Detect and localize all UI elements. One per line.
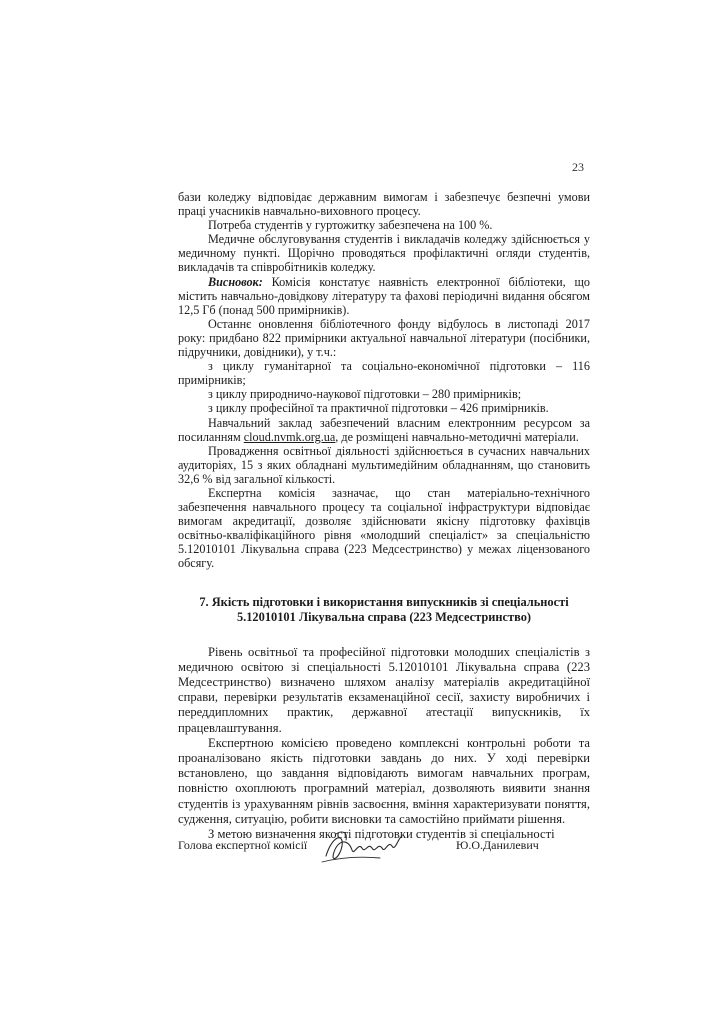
resource-text-after: , де розміщені навчально-методичні матеріали. bbox=[335, 429, 579, 444]
paragraph-electronic-resource bbox=[178, 416, 590, 444]
section-7-paragraph-2: Експертною комісією проведено комплексні контрольні роботи та проаналізовано якість підготовки завдань до них. У ході перевірки встановлено, що завдання відповідають вимогам навчальних програм, повністю охоплюють програмний матеріал, дозволяють виявити знання студентів із урахуванням рівнів засвоєння, вміння характеризувати поняття, судження, ситуацію, робити висновки та самостійно приймати рішення. bbox=[178, 735, 590, 826]
paragraph-facilities-continuation: бази коледжу відповідає державним вимогам і забезпечує безпечні умови праці учасників навчально-виховного процесу. bbox=[178, 190, 590, 219]
section-7-paragraph-1: Рівень освітньої та професійної підготовки молодших спеціалістів з медичною освітою зі спеціальності 5.12010101 Лікувальна справа (223 Медсестринство) визначено шляхом аналізу матеріалів акредитаційної справи, перевірки результатів екзаменаційної сесії, захисту виробничих і переддипломних практик, державної атестації випускників, їх працевлаштування. bbox=[178, 644, 590, 735]
resource-link[interactable]: cloud.nvmk.org.ua bbox=[243, 429, 336, 444]
signature-block bbox=[178, 832, 590, 876]
section-7-body bbox=[178, 645, 590, 843]
paragraph-conclusion bbox=[178, 275, 590, 317]
document-body bbox=[178, 190, 590, 842]
paragraph-dormitory: Потреба студентів у гуртожитку забезпечена на 100 %. bbox=[208, 218, 493, 233]
section-7-heading-line-2: 5.12010101 Лікувальна справа (223 Медсестринство) bbox=[236, 609, 532, 624]
paragraph-library-update: Останнє оновлення бібліотечного фонду відбулось в листопаді 2017 року: придбано 822 примірники актуальної навчальної літератури (посібники, підручники, довідники), у т.ч.: bbox=[178, 316, 590, 360]
list-item-natural-sciences: з циклу природничо-наукової підготовки – 280 примірників; bbox=[208, 387, 522, 402]
list-item-professional: з циклу професійної та практичної підготовки – 426 примірників. bbox=[208, 401, 549, 416]
page-number: 23 bbox=[572, 160, 584, 174]
signer-name: Ю.О.Данилевич bbox=[456, 838, 539, 852]
section-7-paragraph-3: З метою визначення якості підготовки студентів зі спеціальності bbox=[208, 826, 555, 841]
conclusion-label: Висновок: bbox=[208, 274, 263, 289]
conclusion-text: Комісія констатує наявність електронної бібліотеки, що містить навчально-довідкову літературу та фахові періодичні видання обсягом 12,5 Гб (понад 500 примірників). bbox=[178, 274, 590, 317]
paragraph-medical-service: Медичне обслуговування студентів і викладачів коледжу здійснюється у медичному пункті. Щорічно проводяться профілактичні огляди студентів, викладачів та співробітників коледжу. bbox=[178, 232, 590, 275]
signer-label: Голова експертної комісії bbox=[178, 838, 308, 852]
handwritten-signature bbox=[318, 826, 408, 870]
paragraph-expert-commission: Експертна комісія зазначає, що стан матеріально-технічного забезпечення навчального процесу та соціальної інфраструктури відповідає вимогам акредитації, дозволяє здійснювати якісну підготовку фахівців освітньо-кваліфікаційного рівня «молодший спеціаліст» за спеціальністю 5.12010101 Лікувальна справа (223 Медсестринство) у межах ліцензованого обсягу. bbox=[178, 485, 590, 571]
section-7-heading bbox=[178, 595, 590, 625]
list-item-humanities: з циклу гуманітарної та соціально-економічної підготовки – 116 примірників; bbox=[178, 359, 590, 388]
resource-text-before: Навчальний заклад забезпечений власним електронним ресурсом за посиланням bbox=[178, 415, 590, 444]
section-7-heading-line-1: 7. Якість підготовки і використання випускників зі спеціальності bbox=[199, 594, 569, 609]
paragraph-classrooms: Провадження освітньої діяльності здійснюється в сучасних навчальних аудиторіях, 15 з яких обладнані мультимедійним обладнанням, що становить 32,6 % від загальної кількості. bbox=[178, 443, 590, 486]
